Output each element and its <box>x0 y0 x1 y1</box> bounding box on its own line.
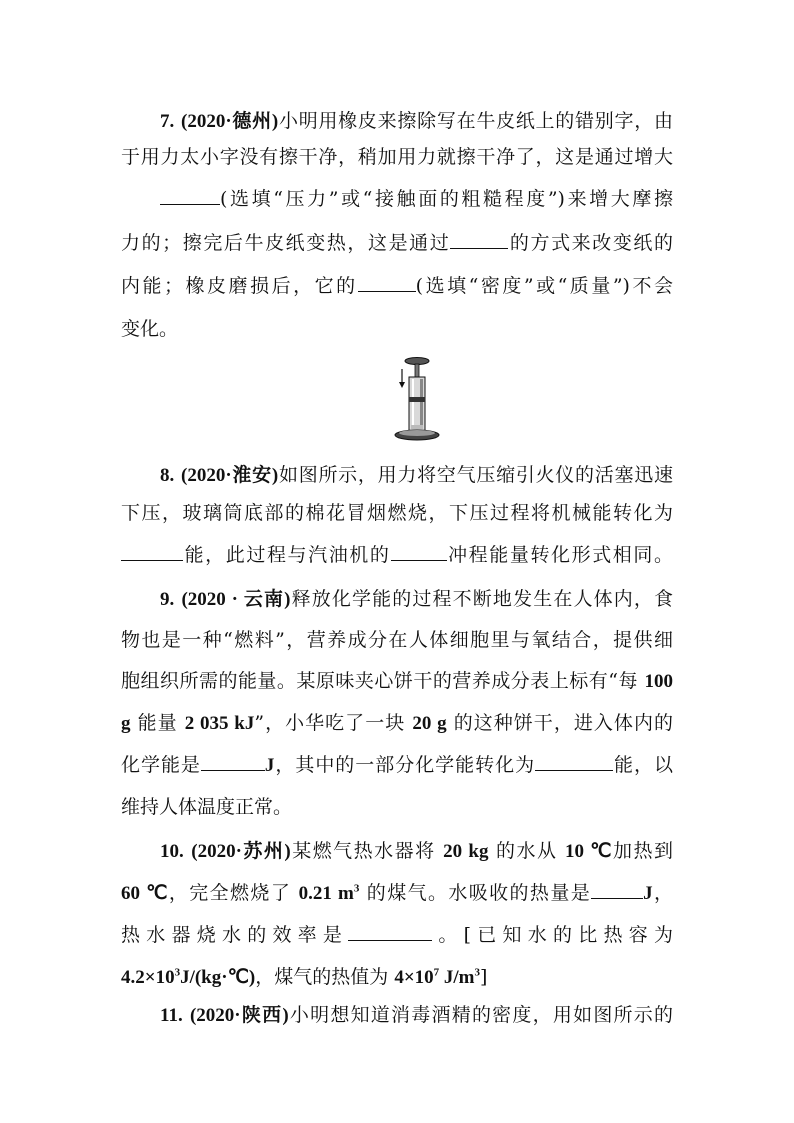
q8-line-2: 下压，玻璃筒底部的棉花冒烟燃烧，下压过程将机械能转化为 <box>121 502 673 524</box>
q8-line-1: 8. (2020·淮安)如图所示，用力将空气压缩引火仪的活塞迅速 <box>160 464 673 486</box>
q7-blank-2[interactable] <box>450 230 508 249</box>
q9-line-6: 维持人体温度正常。 <box>121 796 293 818</box>
q8-blank-1[interactable] <box>121 542 183 561</box>
q7-line-6: 变化。 <box>121 318 179 340</box>
q7-blank-3[interactable] <box>358 273 416 292</box>
q10-blank-2[interactable] <box>348 922 432 941</box>
q7-line-5: 内能；橡皮磨损后，它的 (选填“密度”或“质量”)不会 <box>121 275 673 297</box>
q10-line-2: 60 ℃，完全燃烧了 0.21 $m^3$ 的煤气。水吸收的热量是 J， <box>121 882 673 904</box>
q10-line-4: $4.2\times 10^3J/(kg\cdot℃)$，煤气的热值为 $4\times 10^7$ $J/m^3$] <box>121 966 488 988</box>
q9-blank-2[interactable] <box>535 752 613 771</box>
q9-line-2: 物也是一种“燃料”，营养成分在人体细胞里与氧结合，提供细 <box>121 629 673 651</box>
q8-blank-2[interactable] <box>391 542 447 561</box>
q7-line-2: 于用力太小字没有擦干净，稍加用力就擦干净了，这是通过增大 <box>121 146 673 168</box>
q9-line-3: 胞组织所需的能量。某原味夹心饼干的营养成分表上标有“每 100 <box>121 670 673 692</box>
q7-line-4: 力的；擦完后牛皮纸变热，这是通过 的方式来改变纸的 <box>121 232 673 254</box>
q11-line-1: 11. (2020·陕西)小明想知道消毒酒精的密度，用如图所示的 <box>160 1004 673 1026</box>
q10-line-3: 热水器烧水的效率是 。[已知水的比热容为 <box>121 924 673 946</box>
q9-blank-1[interactable] <box>201 752 265 771</box>
q7-line-3: (选填“压力”或“接触面的粗糙程度”)来增大摩擦 <box>160 182 673 216</box>
q9-line-5: 化学能是 J，其中的一部分化学能转化为 能，以 <box>121 754 673 776</box>
q9-line-1: 9. (2020 · 云南)释放化学能的过程不断地发生在人体内，食 <box>160 588 673 610</box>
q8-line-3: 能，此过程与汽油机的 冲程能量转化形式相同。 <box>121 538 673 572</box>
q7-blank-1[interactable] <box>160 186 220 205</box>
q7-line-1: 7. (2020·德州)小明用橡皮来擦除写在牛皮纸上的错别字，由 <box>160 110 673 132</box>
air-compression-igniter-figure <box>393 355 441 443</box>
q10-blank-1[interactable] <box>591 880 643 899</box>
q10-line-1: 10. (2020·苏州)某燃气热水器将 20 kg 的水从 10 ℃加热到 <box>160 840 673 862</box>
q9-line-4: g 能量 2 035 kJ”，小华吃了一块 20 g 的这种饼干，进入体内的 <box>121 712 673 734</box>
